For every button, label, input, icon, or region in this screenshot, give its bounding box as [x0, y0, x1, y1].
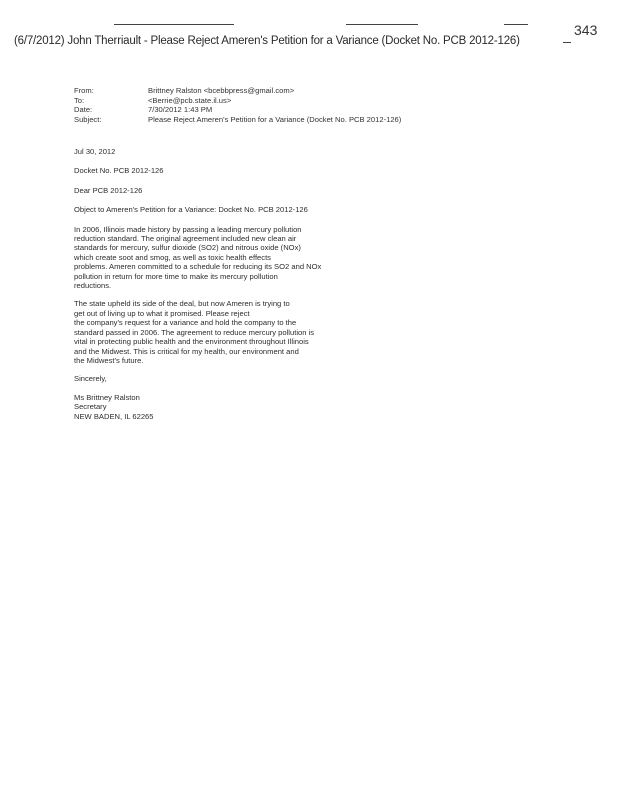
header-rule-right [504, 24, 528, 25]
meta-from-row [74, 86, 401, 96]
page-header [14, 22, 574, 47]
letter-subject-line: Object to Ameren's Petition for a Variance: Docket No. PCB 2012-126 [74, 205, 308, 215]
paragraph-1 [74, 225, 364, 291]
paragraph-line: reduction standard. The original agreement included new clean air [74, 234, 297, 244]
letter-addressee: Dear PCB 2012-126 [74, 185, 143, 195]
paragraph-2 [74, 299, 364, 365]
signature-location: NEW BADEN, IL 62265 [74, 411, 154, 421]
signature-name: Ms Brittney Ralston [74, 392, 140, 402]
meta-date-row [74, 105, 401, 115]
paragraph-line: get out of living up to what it promised. Please reject [74, 308, 250, 318]
subject-value: Please Reject Ameren's Petition for a Variance (Docket No. PCB 2012-126) [148, 114, 402, 124]
letter-docket: Docket No. PCB 2012-126 [74, 166, 164, 176]
header-rule-middle [346, 24, 418, 25]
paragraph-line: pollution in return for more time to make its mercury pollution [74, 271, 278, 281]
signature-title: Secretary [74, 402, 107, 412]
letter-date: Jul 30, 2012 [74, 147, 116, 156]
header-title: (6/7/2012) John Therriault - Please Reject Ameren's Petition for a Variance (Docket No. PCB 2012-126) [14, 35, 520, 47]
to-value: <Berrie@pcb.state.il.us> [148, 95, 232, 105]
from-label: From: [74, 86, 94, 95]
paragraph-line: The state upheld its side of the deal, but now Ameren is trying to [74, 299, 290, 309]
letter-body [74, 147, 364, 421]
page-number: 343 [574, 22, 598, 38]
signature-block [74, 393, 364, 421]
paragraph-line: In 2006, Illinois made history by passing a leading mercury pollution [74, 224, 302, 234]
date-value: 7/30/2012 1:43 PM [148, 105, 213, 115]
letter-closing: Sincerely, [74, 374, 107, 384]
header-rule-left [114, 24, 234, 25]
paragraph-line: the Midwest's future. [74, 355, 144, 365]
paragraph-line: the company's request for a variance and hold the company to the [74, 318, 297, 328]
meta-to-row [74, 96, 401, 106]
email-meta [74, 86, 401, 124]
paragraph-line: and the Midwest. This is critical for my health, our environment and [74, 346, 299, 356]
paragraph-line: reductions. [74, 281, 112, 291]
paragraph-line: problems. Ameren committed to a schedule for reducing its SO2 and NOx [74, 262, 322, 272]
to-label: To: [74, 95, 85, 105]
meta-subject-row [74, 115, 401, 125]
subject-label: Subject: [74, 114, 102, 124]
page-mark [563, 42, 571, 43]
paragraph-line: vital in protecting public health and the environment throughout Illinois [74, 337, 309, 347]
paragraph-line: standard passed in 2006. The agreement to reduce mercury pollution is [74, 327, 315, 337]
from-value: Brittney Ralston <bcebbpress@gmail.com> [148, 86, 295, 95]
date-label: Date: [74, 105, 93, 115]
paragraph-line: which create soot and smog, as well as toxic health effects [74, 252, 271, 262]
paragraph-line: standards for mercury, sulfur dioxide (SO2) and nitrous oxide (NOx) [74, 243, 301, 253]
